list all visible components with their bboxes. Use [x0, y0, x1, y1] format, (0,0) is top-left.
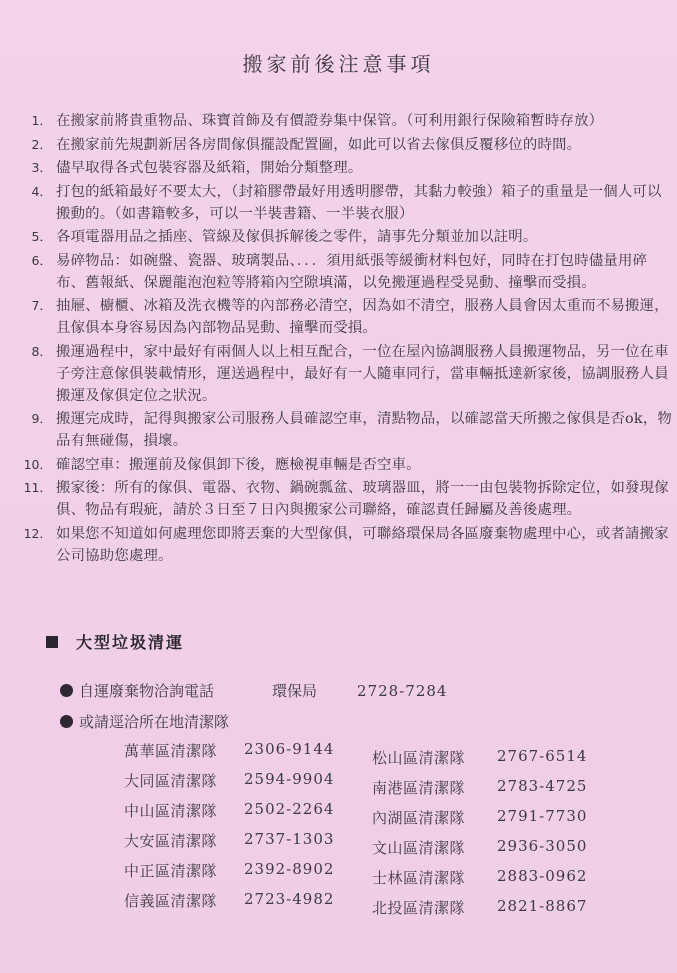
station-phone: 2723-4982	[244, 890, 335, 908]
station-entry	[124, 890, 334, 911]
note-item	[22, 250, 672, 294]
station-phone: 2737-1303	[244, 830, 335, 848]
note-text: 在搬家前將貴重物品、珠寶首飾及有價證券集中保管。（可利用銀行保險箱暫時存放）	[56, 113, 604, 129]
note-number: 8．	[31, 343, 52, 359]
bullet-dot-icon	[60, 684, 73, 697]
hotline-label: 自運廢棄物洽詢電話	[79, 682, 215, 700]
alt-contact-row	[60, 711, 229, 732]
note-text: 抽屜、櫥櫃、冰箱及洗衣機等的內部務必清空，因為如不清空，服務人員會因太重而不易搬運，且傢俱本身容易因為內部物品晃動、撞擊而受損。	[56, 298, 669, 336]
note-number: 11．	[23, 480, 52, 495]
note-number: 3．	[31, 160, 52, 175]
station-phone: 2502-2264	[244, 800, 335, 818]
note-text: 如果您不知道如何處理您即將丟棄的大型傢俱，可聯絡環保局各區廢棄物處理中心，或者請搬家公司協助您處理。	[56, 525, 669, 564]
note-item	[22, 454, 672, 476]
note-item	[22, 523, 672, 567]
notes-list	[22, 110, 672, 568]
note-number: 10．	[23, 456, 52, 472]
section-header	[46, 630, 184, 653]
section-title: 大型垃圾清運	[76, 633, 185, 652]
note-number: 6．	[31, 252, 52, 268]
station-directory	[0, 740, 677, 940]
station-name: 信義區清潔隊	[124, 892, 218, 910]
station-phone: 2783-4725	[497, 777, 588, 795]
station-entry	[372, 867, 587, 888]
note-number: 12．	[23, 525, 52, 541]
station-name: 內湖區清潔隊	[372, 809, 466, 827]
station-phone: 2767-6514	[497, 747, 588, 765]
station-phone: 2306-9144	[244, 740, 335, 758]
note-item	[22, 295, 672, 339]
station-phone: 2821-8867	[497, 897, 588, 915]
station-entry	[124, 860, 334, 881]
note-text: 搬家後：所有的傢俱、電器、衣物、鍋碗瓢盆、玻璃器皿，將一一由包裝物拆除定位，如發現傢俱、物品有瑕疵，請於３日至７日內與搬家公司聯絡，確認責任歸屬及善後處理。	[56, 480, 669, 518]
station-entry	[372, 837, 587, 858]
bullet-dot-icon	[60, 715, 73, 728]
note-text: 各項電器用品之插座、管線及傢俱拆解後之零件，請事先分類並加以註明。	[56, 229, 538, 245]
station-name: 文山區清潔隊	[372, 839, 466, 857]
station-phone: 2791-7730	[497, 807, 588, 825]
note-number: 9．	[31, 411, 52, 426]
square-bullet-icon	[46, 636, 58, 648]
station-entry	[372, 897, 587, 918]
note-text: 打包的紙箱最好不要太大，（封箱膠帶最好用透明膠帶，其黏力較強）箱子的重量是一個人可以搬動的。（如書籍較多，可以一半裝書籍、一半裝衣服）	[56, 183, 662, 222]
station-entry	[124, 830, 334, 851]
note-text: 易碎物品：如碗盤、瓷器、玻璃製品、．．．須用紙張等緩衝材料包好，同時在打包時儘量用碎布、舊報紙、保麗龍泡泡粒等將箱內空隙填滿，以免搬運過程受晃動、撞擊而受損。	[56, 252, 648, 291]
note-text: 確認空車：搬運前及傢俱卸下後，應檢視車輛是否空車。	[56, 456, 421, 473]
station-phone: 2936-3050	[497, 837, 588, 855]
station-entry	[372, 777, 587, 798]
hotline-phone: 2728-7284	[357, 681, 448, 700]
note-text: 搬運完成時，記得與搬家公司服務人員確認空車，清點物品，以確認當天所搬之傢俱是否ok，物品有無碰傷，損壞。	[56, 411, 673, 449]
note-text: 搬運過程中，家中最好有兩個人以上相互配合，一位在屋內協調服務人員搬運物品，另一位在車子旁注意傢俱裝載情形，運送過程中，最好有一人隨車同行，當車輛抵達新家後，協調服務人員搬運及傢俱定位之狀況。	[56, 343, 669, 404]
note-number: 7．	[31, 298, 52, 313]
station-phone: 2594-9904	[244, 770, 335, 788]
note-item	[22, 134, 672, 156]
station-name: 士林區清潔隊	[372, 869, 466, 887]
hotline-agency: 環保局	[272, 682, 318, 700]
note-number: 1．	[31, 113, 52, 128]
station-name: 萬華區清潔隊	[124, 742, 218, 760]
station-name: 北投區清潔隊	[372, 899, 466, 917]
note-item	[22, 341, 672, 407]
station-name: 大安區清潔隊	[124, 832, 218, 850]
note-number: 2．	[31, 136, 52, 152]
station-name: 大同區清潔隊	[124, 772, 218, 790]
station-phone: 2392-8902	[244, 860, 335, 878]
hotline-row	[60, 680, 447, 701]
note-item	[22, 226, 672, 248]
station-phone: 2883-0962	[497, 867, 588, 885]
station-entry	[372, 807, 587, 828]
note-number: 4．	[31, 183, 52, 199]
station-entry	[124, 800, 334, 821]
note-text: 儘早取得各式包裝容器及紙箱，開始分類整理。	[56, 160, 363, 176]
station-name: 中山區清潔隊	[124, 802, 218, 820]
station-entry	[372, 747, 587, 768]
note-text: 在搬家前先規劃新居各房間傢俱擺設配置圖，如此可以省去傢俱反覆移位的時間。	[56, 136, 582, 153]
station-name: 南港區清潔隊	[372, 779, 466, 797]
station-entry	[124, 740, 334, 761]
note-item	[22, 110, 672, 132]
note-item	[22, 408, 672, 452]
alt-contact-label: 或請逕洽所在地清潔隊	[79, 713, 230, 731]
station-entry	[124, 770, 334, 791]
note-item	[22, 181, 672, 225]
note-item	[22, 477, 672, 521]
station-name: 松山區清潔隊	[372, 749, 466, 767]
note-number: 5．	[31, 229, 52, 244]
station-name: 中正區清潔隊	[124, 862, 218, 880]
page-title: 搬家前後注意事項	[242, 52, 435, 76]
note-item	[22, 157, 672, 179]
